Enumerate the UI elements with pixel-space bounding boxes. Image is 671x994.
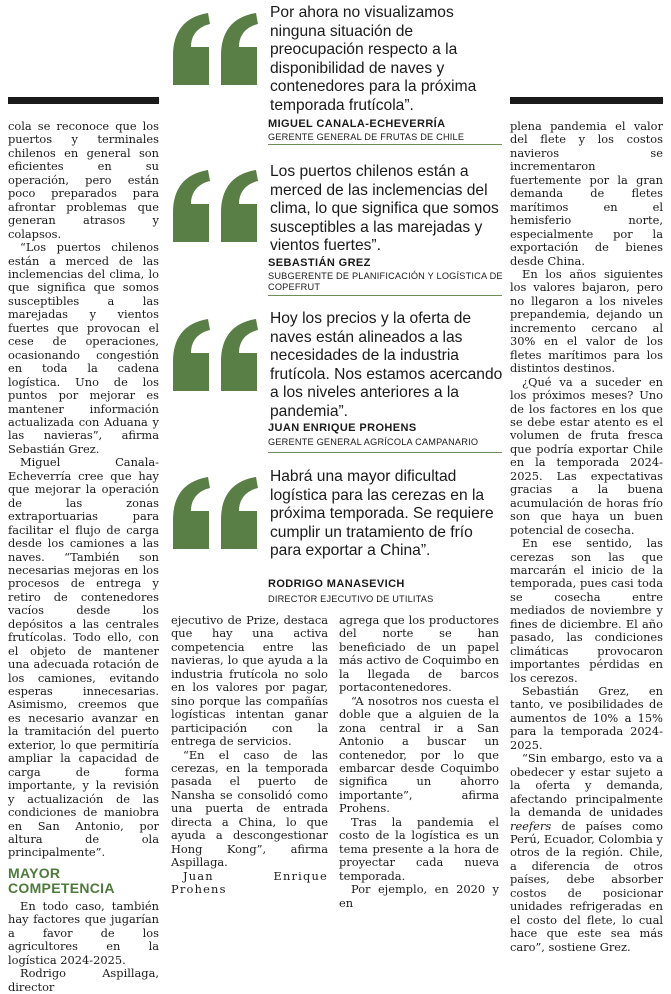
quote-author-name: JUAN ENRIQUE PROHENS [268,422,417,434]
paragraph: agrega que los productores del norte se han beneficiado de un papel más activo de Coquimbo en la llegada de barcos portacontenedores. [339,613,499,695]
italic-term: reefers [510,818,552,833]
quote-author-role: DIRECTOR EJECUTIVO DE UTILITAS [268,594,434,604]
quote-divider [268,144,502,145]
quote-divider [268,452,502,453]
paragraph: Sebastián Grez, en tanto, ve posibilidades de aumentos de 10% a 15% para la temporada 2024-2025. [510,684,663,752]
middle-article-column-1 [171,614,328,897]
section-subheading: MAYOR COMPETENCIA [8,864,115,896]
pull-quote-1 [170,4,502,144]
right-article-column [510,120,663,954]
quote-author-name: SEBASTIÁN GREZ [268,257,371,269]
paragraph: “A nosotros nos cuesta el doble que a alguien de la zona central ir a San Antonio a buscar un contenedor, por lo que embarcar desde Coquimbo significa un ahorro importante”, afirma Prohens. [339,693,499,816]
paragraph: Miguel Canala-Echeverría cree que hay que mejorar la operación de las zonas extraportuarias para facilitar el flujo de carga desde los camiones a las naves. “También son necesarias mejoras en los procesos de entrega y retiro de contenedores vacíos desde los depósitos a las centrales frutícolas. Todo ello, con el objeto de mantener una adecuada rotación de los camiones, evitando esperas innecesarias. Asimismo, creemos que es necesario avanzar en la tramitación del puerto exterior, lo que permitiría ampliar la capacidad de carga de forma importante, y la revisión y actualización de las condiciones de maniobra en San Antonio, por altura de ola principalmente”. [8,455,159,860]
pull-quote-4 [170,468,502,608]
text-run: “Sin embargo, esto va a obedecer y estar sujeto a la oferta y demanda, afectando principalmente la demanda de unidades [510,751,663,820]
quote-author-role: SUBGERENTE DE PLANIFICACIÓN Y LOGÍSTICA DE COPEFRUT [268,271,503,292]
paragraph: En los años siguientes los valores bajaron, pero no llegaron a los niveles prepandemia, dejando un incremento cercano al 30% en el valor de los fletes marítimos para los distintos destinos. [510,266,663,376]
quote-text: Hoy los precios y la oferta de naves están alineados a las necesidades de la industria frutícola. Nos estamos acercando a los niveles anteriores a la pandemia”. [270,310,503,420]
paragraph: plena pandemia el valor del flete y los costos navieros se incrementaron fuertemente por la gran demanda de fletes marítimos en el hemisferio norte, especialmente por la exportación de bienes desde China. [510,119,663,268]
quote-text: Por ahora no visualizamos ninguna situación de preocupación respecto a la disponibilidad de naves y contenedores para la próxima temporada frutícola”. [270,4,477,114]
quote-author-name: RODRIGO MANASEVICH [268,578,405,590]
paragraph: “En el caso de las cerezas, en la temporada pasada el puerto de Nansha se consolidó como una puerta de entrada directa a China, lo que ayuda a descongestionar Hong Kong”, afirma Aspillaga. [171,747,328,870]
paragraph: Rodrigo Aspillaga, director [8,966,159,994]
quotation-mark-icon [170,167,262,245]
paragraph: En todo caso, también hay factores que jugarían a favor de los agricultores en la logística 2024-2025. [8,898,159,967]
quote-text: Los puertos chilenos están a merced de las inclemencias del clima, lo que significa que somos susceptibles a las marejadas y vientos fuertes”. [270,163,499,255]
paragraph: Tras la pandemia el costo de la logística es un tema presente a la hora de proyectar cada nueva temporada. [339,814,499,883]
text-run: de países como Perú, Ecuador, Colombia y otros de la región. Chile, a diferencia de otros países, debe absorber costos de posicionar unidades refrigeradas en el costo del flete, lo cual hace que este sea más caro”, sostiene Grez. [510,818,663,954]
paragraph: Juan Enrique Prohens [171,868,328,897]
paragraph: cola se reconoce que los puertos y terminales chilenos en general son eficientes en su operación, pero están poco preparados para afrontar problemas que generan atrasos y colapsos. [8,119,159,241]
quotation-mark-icon [170,316,262,394]
middle-article-column-2 [339,614,499,910]
paragraph: Por ejemplo, en 2020 y en [339,882,499,910]
quote-author-role: GERENTE GENERAL AGRÍCOLA CAMPANARIO [268,437,479,447]
right-top-rule [510,97,663,104]
paragraph: “Los puertos chilenos están a merced de las inclemencias del clima, lo que significa que somos susceptibles a las marejadas y vientos fuertes que provocan el cese de operaciones, ocasionando congestión en toda la cadena logística. Uno de los puntos por mejorar es mantener información actualizada con Aduana y las navieras”, afirma Sebastián Grez. [8,240,159,456]
left-top-rule [8,97,159,104]
paragraph: ejecutivo de Prize, destaca que hay una activa competencia entre las navieras, lo que ayuda a la industria frutícola no solo en los valores por pagar, sino porque las compañías logísticas intentan ganar participación con la entrega de servicios. [171,613,328,749]
pull-quote-2 [170,163,502,303]
paragraph: ¿Qué va a suceder en los próximos meses? Uno de los factores en los que se debe estar atento es el volumen de fruta fresca que podría exportar Chile en la temporada 2024-2025. Las expectativas gracias a la buena acumulación de horas frío son que haya un buen potencial de cosecha. [510,374,663,537]
quotation-mark-icon [170,474,262,552]
quote-text: Habrá una mayor dificultad logística para las cerezas en la próxima temporada. Se requiere cumplir un tratamiento de frío para exportar a China”. [270,468,494,560]
paragraph [510,752,663,954]
quote-author-name: MIGUEL CANALA-ECHEVERRÍA [268,118,446,130]
left-article-column [8,120,159,994]
quotation-mark-icon [170,10,262,88]
paragraph: En ese sentido, las cerezas son las que marcarán el inicio de la temporada, pues casi toda se cosecha entre mediados de noviembre y fines de diciembre. El año pasado, las condiciones climáticas provocaron importantes pérdidas en los cerezos. [510,536,663,685]
pull-quote-3 [170,310,502,450]
quote-author-role: GERENTE GENERAL DE FRUTAS DE CHILE [268,132,465,142]
quote-divider [268,295,502,296]
